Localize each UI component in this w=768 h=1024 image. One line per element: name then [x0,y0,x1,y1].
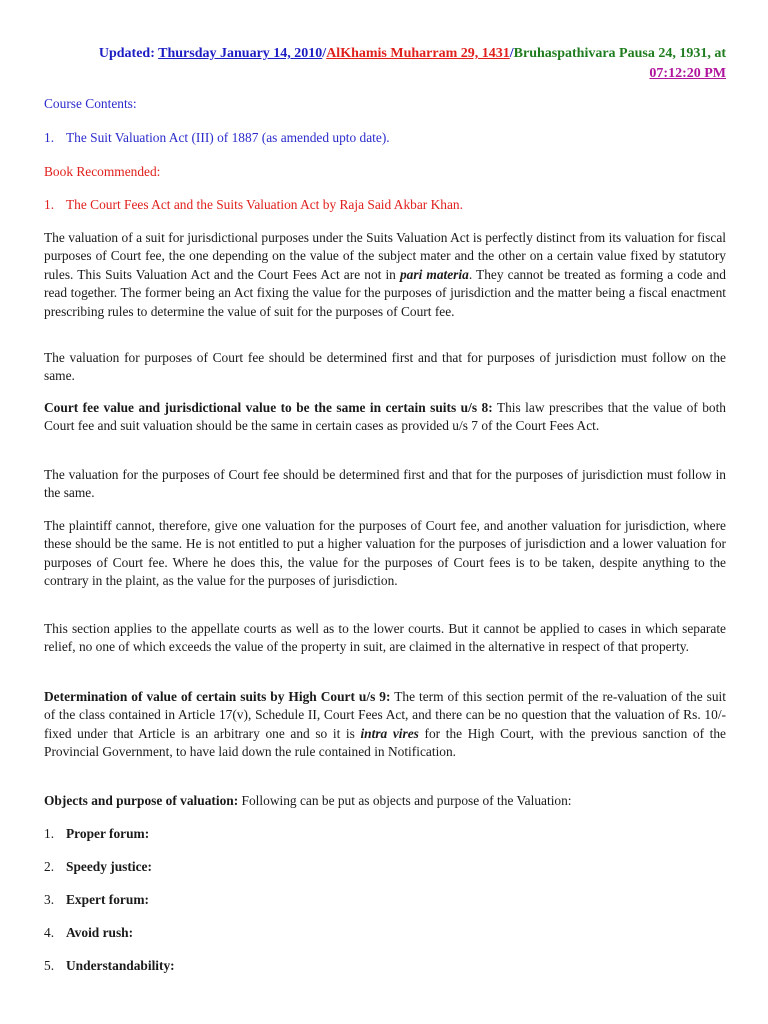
paragraph-4: The valuation for the purposes of Court fee should be determined first and that for the purposes of jurisdiction must follow in the same. [44,467,726,501]
paragraph-3 [44,399,726,436]
list-item-label: Expert forum: [66,892,149,907]
list-item-label: Avoid rush: [66,925,134,940]
paragraph-text: This law prescribes that the value of both Court fee and suit valuation should be the same in certain cases as provided u/s 7 of the Court Fees Act. [44,400,727,434]
list-number: 1. [44,197,55,212]
section-heading: Determination of value of certain suits by High Court u/s 9: [44,689,391,704]
paragraph-8 [44,792,726,810]
course-item [44,129,726,147]
list-item [44,957,726,975]
list-number: 5. [44,958,55,973]
paragraph-1 [44,229,726,321]
course-contents-heading: Course Contents: [44,96,137,111]
course-item-text: The Suit Valuation Act (III) of 1887 (as amended upto date). [66,130,390,145]
emphasis-text: pari materia [399,266,469,282]
list-item [44,891,726,909]
paragraph-2: The valuation for purposes of Court fee should be determined first and that for purposes of jurisdiction must follow on the same. [44,350,726,384]
paragraph-text: . They cannot be treated as forming a code and read together. The former being an Act fixing the value for the purposes of jurisdiction and the matter being a fiscal enactment prescribing rules to determine the value of suit for the purposes of Court fee. [44,266,727,319]
hindu-date: Bruhaspathivara Pausa 24, 1931, at [513,46,726,61]
paragraph-text: for the High Court, with the previous sanction of the Provincial Government, to have laid down the rule contained in Notification. [44,725,727,760]
book-item [44,196,726,214]
paragraph-5: The plaintiff cannot, therefore, give one valuation for the purposes of Court fee, and another valuation for jurisdiction, where these should be the same. He is not entitled to put a higher valuation for the purposes of jurisdiction and a lower valuation for purposes of Court fee. Where he does this, the value for the purposes of Court fees is to be taken, despite anything to the contrary in the plaint, as the value for the purposes of jurisdiction. [44,518,726,589]
list-number: 2. [44,859,55,874]
section-heading: Objects and purpose of valuation: [44,793,239,808]
paragraph-text: The term of this section permit of the re-valuation of the suit of the class contained in Article 17(v), Schedule II, Court Fees Act, and there can be no question that the valuation of Rs. 10/- fixed under that Article is an arbitrary one and so it is [44,689,726,741]
emphasis-text: intra vires [360,725,419,741]
paragraph-7 [44,688,726,762]
list-item-label: Proper forum: [66,826,150,841]
separator: / [322,46,327,61]
list-item-label: Understandability: [66,958,175,973]
separator: / [509,46,514,61]
list-item-label: Speedy justice: [66,859,152,874]
book-recommended-heading: Book Recommended: [44,164,161,179]
book-item-text: The Court Fees Act and the Suits Valuation Act by Raja Said Akbar Khan. [66,197,463,212]
paragraph-6: This section applies to the appellate courts as well as to the lower courts. But it cannot be applied to cases in which separate relief, no one of which exceeds the value of the property in suit, are claimed in the alternative in respect of that property. [44,621,726,655]
list-number: 1. [44,130,55,145]
section-heading: Court fee value and jurisdictional value to be the same in certain suits u/s 8: [44,400,493,415]
update-header [84,44,726,84]
updated-label: Updated: [98,46,155,61]
list-number: 4. [44,925,55,940]
gregorian-date-link[interactable]: Thursday January 14, 2010 [158,46,323,61]
paragraph-text: The valuation of a suit for jurisdictional purposes under the Suits Valuation Act is perfectly distinct from its valuation for fiscal purposes of Court fee, the one depending on the value of the subject mater and the other on a certain value fixed by statutory rules. This Suits Valuation Act and the Court Fees Act are not in [44,230,726,282]
list-item [44,825,726,843]
paragraph-text: Following can be put as objects and purpose of the Valuation: [238,793,572,808]
list-number: 1. [44,826,55,841]
hijri-date-link[interactable]: AlKhamis Muharram 29, 1431 [326,46,510,61]
list-number: 3. [44,892,55,907]
list-item [44,858,726,876]
time-link[interactable]: 07:12:20 PM [649,66,726,81]
list-item [44,924,726,942]
